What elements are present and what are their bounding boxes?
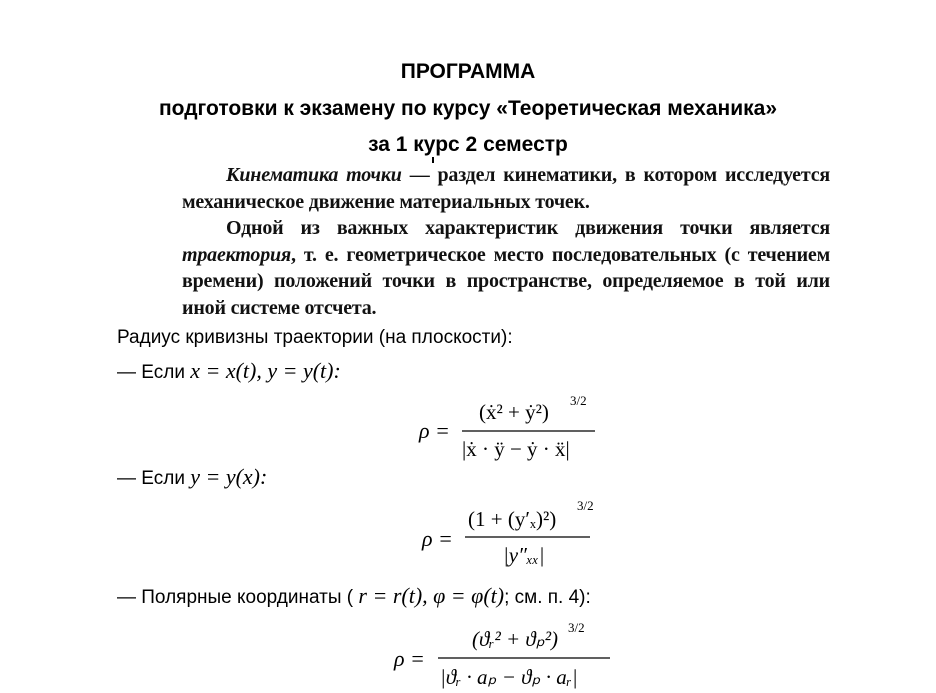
formula2-lhs: ρ = bbox=[422, 526, 453, 551]
formula1-denominator: |ẋ · ÿ − ẏ · ẍ| bbox=[462, 437, 570, 461]
case1-condition: x = x(t), y = y(t): bbox=[190, 358, 341, 383]
curvature-heading: Радиус кривизны траектории (на плоскости): bbox=[117, 327, 513, 348]
formula1-exponent: 3/2 bbox=[570, 393, 587, 408]
case1-prefix: — Если bbox=[117, 362, 191, 383]
formula3-denominator: |ϑᵣ · aₚ − ϑₚ · aᵣ| bbox=[440, 665, 578, 689]
document-semester: за 1 курс 2 семестр bbox=[368, 133, 568, 156]
term-trajectory: траектория bbox=[182, 243, 292, 266]
excerpt-paragraph-1 bbox=[182, 162, 830, 215]
formula2-numerator: (1 + (y′ₓ)²) bbox=[468, 507, 557, 531]
textbook-excerpt bbox=[182, 162, 830, 321]
formula-polar bbox=[388, 618, 628, 693]
case-explicit-line bbox=[117, 464, 267, 490]
case3-suffix: ; см. п. 4): bbox=[504, 587, 591, 608]
formula3-exponent: 3/2 bbox=[568, 620, 585, 635]
formula-cartesian bbox=[405, 392, 615, 464]
case2-condition: y = y(x): bbox=[190, 464, 268, 489]
excerpt-p2-start: Одной из важных характеристик движения точки является bbox=[226, 217, 830, 239]
excerpt-p2-text: , т. е. геометрическое место последовательных (с течением времени) положений точки в пространстве, определяемое в той или иной системе отсчета. bbox=[182, 243, 830, 319]
formula2-exponent: 3/2 bbox=[577, 498, 594, 513]
case3-condition: r = r(t), φ = φ(t) bbox=[358, 583, 505, 608]
formula2-denominator: |y″ₓₓ| bbox=[503, 543, 545, 567]
excerpt-p1-text: — раздел кинематики, в котором исследуется механическое движение материальных точек. bbox=[182, 164, 831, 213]
excerpt-paragraph-2 bbox=[182, 215, 830, 321]
formula-explicit bbox=[410, 494, 610, 572]
case3-prefix: — Полярные координаты ( bbox=[117, 587, 359, 608]
document-title: ПРОГРАММА bbox=[400, 60, 536, 83]
term-point-kinematics: Кинематика точки bbox=[226, 164, 402, 186]
case-cartesian-line bbox=[117, 358, 341, 384]
case2-prefix: — Если bbox=[117, 468, 191, 489]
formula3-numerator: (ϑᵣ² + ϑₚ²) bbox=[472, 627, 559, 651]
document-subtitle: подготовки к экзамену по курсу «Теоретическая механика» bbox=[158, 97, 778, 120]
formula1-lhs: ρ = bbox=[419, 418, 450, 443]
formula1-numerator: (ẋ² + ẏ²) bbox=[479, 400, 549, 424]
case-polar-line bbox=[117, 583, 591, 609]
formula3-lhs: ρ = bbox=[394, 646, 425, 671]
